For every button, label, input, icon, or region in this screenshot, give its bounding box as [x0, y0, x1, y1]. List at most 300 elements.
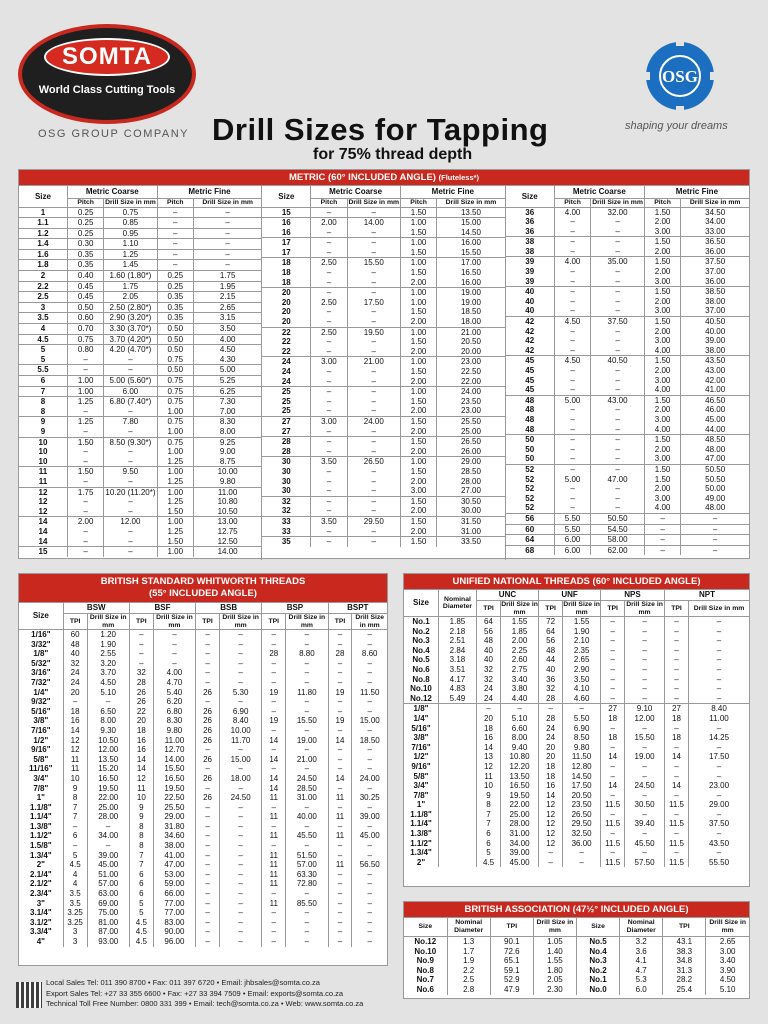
size-cell: 14	[19, 517, 67, 527]
value-cell: 28.50	[286, 784, 328, 794]
value-cell: 54.50	[591, 524, 645, 535]
drill-size-header: Drill Size in mm	[681, 199, 749, 208]
value-cell: –	[625, 617, 665, 627]
value-cell: 34.50	[705, 207, 726, 217]
table-row	[506, 287, 749, 297]
metric-title: METRIC (60° INCLUDED ANGLE) (Fluteless*)	[19, 170, 749, 186]
value-cell: –	[220, 831, 262, 841]
value-cell: 9	[63, 784, 87, 794]
value-cell: 22.50	[460, 367, 481, 376]
value-cell: 11	[328, 860, 352, 870]
value-cell: –	[311, 427, 347, 437]
value-cell: –	[625, 791, 665, 801]
value-cell: 2.00	[400, 278, 436, 288]
local-sales-text: Tel: 011 390 8700 • Fax: 011 397 6720 • Email: jhbsales@somta.co.za	[86, 978, 320, 987]
size-cell: 28	[262, 447, 310, 457]
value-cell: 11	[129, 784, 153, 794]
value-cell: 3.50	[563, 675, 601, 685]
table-row	[262, 268, 504, 278]
value-cell: 6.00	[554, 545, 590, 555]
value-cell: 63.30	[286, 870, 328, 880]
table-row	[404, 791, 749, 801]
value-cell: 1.25	[157, 477, 193, 487]
size-cell: 45	[506, 385, 555, 395]
value-cell: –	[591, 327, 645, 337]
value-cell: 12	[129, 774, 153, 784]
value-cell: 8.80	[286, 649, 328, 659]
value-cell: 3.00	[311, 416, 347, 426]
value-cell: –	[104, 507, 157, 517]
value-cell: 11	[262, 851, 286, 861]
table-row	[262, 477, 504, 487]
table-row	[506, 503, 749, 513]
value-cell: 32.00	[591, 207, 645, 217]
table-row	[262, 207, 504, 218]
value-cell: –	[67, 355, 103, 365]
size-cell: 25	[262, 387, 310, 397]
size-header: Size	[19, 186, 67, 207]
value-cell: 4.60	[563, 694, 601, 704]
value-cell: –	[196, 659, 220, 669]
value-cell: –	[681, 535, 749, 546]
value-cell: 39.00	[87, 851, 129, 861]
size-cell: No.10	[404, 947, 447, 957]
table-row	[262, 238, 504, 248]
value-cell: 34.8	[663, 956, 706, 966]
value-cell: 3.5	[63, 889, 87, 899]
value-cell: –	[286, 803, 328, 813]
table-row	[19, 281, 261, 292]
value-cell: 48	[539, 646, 563, 656]
size-cell: 4.5	[19, 334, 67, 345]
value-cell	[439, 733, 477, 743]
drill-size-header: Drill Size in mm	[437, 199, 505, 208]
table-row	[262, 258, 504, 268]
value-cell: –	[554, 425, 590, 435]
value-cell: 4.50	[554, 317, 590, 327]
table-row	[262, 457, 504, 467]
value-cell: 34.00	[501, 839, 539, 849]
pitch-header: Pitch	[400, 199, 436, 208]
value-cell: 31.00	[501, 829, 539, 839]
value-cell: 12.00	[625, 714, 665, 724]
value-cell: 75.00	[87, 908, 129, 918]
value-cell	[439, 752, 477, 762]
table-row	[262, 496, 504, 506]
size-cell: No.1	[577, 975, 620, 985]
value-cell: –	[311, 228, 347, 238]
value-cell: 11	[262, 812, 286, 822]
osg-logo-text: OSG	[662, 67, 698, 86]
table-row	[404, 839, 749, 849]
value-cell: 9	[476, 791, 500, 801]
value-cell: 7	[129, 860, 153, 870]
value-cell: 26	[196, 793, 220, 803]
value-cell: 32	[476, 665, 500, 675]
size-cell: 3/32"	[19, 640, 63, 650]
value-cell: –	[625, 743, 665, 753]
value-cell: 50.00	[705, 484, 726, 494]
size-cell: 52	[506, 494, 555, 504]
table-row	[506, 257, 749, 267]
value-cell: –	[664, 684, 688, 694]
size-cell: 39	[506, 257, 555, 267]
table-row	[506, 454, 749, 464]
value-cell: 11.5	[664, 819, 688, 829]
value-cell: –	[67, 427, 103, 437]
value-cell: –	[286, 640, 328, 650]
value-cell: 1.75	[104, 281, 157, 292]
size-cell: 33	[262, 516, 310, 526]
somta-logo	[18, 24, 196, 124]
table-row	[19, 260, 261, 271]
value-cell: 28.2	[663, 975, 706, 985]
value-cell: 1.50	[644, 464, 680, 474]
value-cell: –	[347, 537, 400, 547]
value-cell: 1.00	[157, 447, 193, 457]
value-cell: –	[625, 762, 665, 772]
size-cell: 7/16"	[404, 743, 439, 753]
value-cell: 8	[129, 831, 153, 841]
value-cell: 63.00	[87, 889, 129, 899]
size-cell: 11/16"	[19, 764, 63, 774]
size-header: Size	[19, 603, 63, 630]
size-cell: 5/32"	[19, 659, 63, 669]
value-cell: 1.20	[87, 630, 129, 640]
value-cell: –	[193, 249, 261, 260]
value-cell: –	[196, 841, 220, 851]
value-cell: –	[157, 228, 193, 239]
value-cell: 18	[601, 714, 625, 724]
value-cell: 4.50	[719, 975, 736, 985]
value-cell	[439, 858, 477, 868]
table-row	[506, 277, 749, 287]
table-row	[404, 675, 749, 685]
value-cell: –	[601, 762, 625, 772]
table-row	[506, 464, 749, 474]
size-cell: 60	[506, 524, 555, 535]
value-cell: 45.00	[87, 860, 129, 870]
value-cell: 26	[196, 726, 220, 736]
drill-size-header: Drill Size in mm	[501, 601, 538, 616]
value-cell: –	[262, 697, 286, 707]
value-cell: 3.80	[501, 684, 539, 694]
value-cell: –	[347, 467, 400, 477]
value-cell: 11	[262, 899, 286, 909]
value-cell: 2.00	[644, 217, 680, 227]
table-row	[506, 227, 749, 237]
value-cell: 3.5	[63, 899, 87, 909]
value-cell: –	[664, 724, 688, 734]
value-cell: 10.50	[217, 506, 238, 516]
table-row	[404, 724, 749, 734]
value-cell: 38.00	[705, 345, 726, 355]
value-cell: –	[286, 659, 328, 669]
value-cell: 1.00	[400, 258, 436, 268]
value-cell: 14	[539, 791, 563, 801]
table-row	[506, 366, 749, 376]
value-cell: 9.40	[501, 743, 539, 753]
value-cell: 3.30 (3.70*)	[104, 324, 157, 335]
table-row	[404, 627, 749, 637]
value-cell: –	[262, 640, 286, 650]
value-cell: –	[591, 454, 645, 464]
value-cell: 37.50	[591, 317, 645, 327]
table-row	[404, 800, 749, 810]
value-cell: 1.00	[400, 288, 436, 298]
value-cell: 50.50	[705, 474, 726, 484]
value-cell: 1.9	[447, 956, 490, 966]
value-cell: –	[664, 665, 688, 675]
value-cell: 0.60	[67, 313, 103, 324]
table-row	[404, 956, 749, 966]
value-cell: –	[644, 535, 680, 546]
value-cell: –	[591, 494, 645, 504]
value-cell: –	[554, 366, 590, 376]
value-cell: 8.40	[220, 716, 262, 726]
value-cell: –	[601, 684, 625, 694]
table-row	[19, 860, 387, 870]
value-cell: 19	[262, 716, 286, 726]
value-cell: 43.50	[709, 838, 730, 848]
value-cell: 22	[129, 707, 153, 717]
bsw-panel	[18, 573, 388, 966]
value-cell: 7	[476, 810, 500, 820]
value-cell: 4	[63, 870, 87, 880]
table-row	[506, 445, 749, 455]
bsw-title: BRITISH STANDARD WHITWORTH THREADS (55° INCLUDED ANGLE)	[19, 574, 387, 603]
value-cell: 0.80	[67, 345, 103, 355]
value-cell: –	[664, 848, 688, 858]
value-cell: –	[554, 405, 590, 415]
value-cell: –	[196, 851, 220, 861]
size-cell: 1.1/2"	[19, 831, 63, 841]
value-cell: 28	[539, 714, 563, 724]
value-cell: –	[286, 630, 328, 640]
value-cell: 15.00	[220, 755, 262, 765]
value-cell: –	[716, 723, 722, 733]
table-row	[19, 927, 387, 937]
value-cell: –	[196, 803, 220, 813]
value-cell: 1.50	[644, 287, 680, 297]
value-cell: 24	[63, 668, 87, 678]
value-cell: 1.00	[157, 427, 193, 437]
tpi-header: TPI	[63, 614, 87, 630]
value-cell: 20.00	[460, 346, 481, 356]
value-cell: –	[601, 829, 625, 839]
value-cell: –	[220, 879, 262, 889]
value-cell: 23.00	[709, 781, 730, 791]
size-cell: 28	[262, 437, 310, 447]
value-cell: 7	[63, 803, 87, 813]
value-cell: –	[220, 860, 262, 870]
value-cell: 0.50	[67, 302, 103, 313]
table-row	[19, 537, 261, 547]
value-cell: –	[625, 724, 665, 734]
value-cell: –	[104, 427, 157, 437]
size-cell: 52	[506, 484, 555, 494]
size-cell: 40	[506, 297, 555, 307]
value-cell: 1.50	[157, 537, 193, 547]
table-row	[19, 365, 261, 376]
value-cell: 12	[476, 762, 500, 772]
value-cell: –	[157, 249, 193, 260]
value-cell: –	[347, 377, 400, 387]
value-cell: 2.00	[400, 527, 436, 537]
value-cell: –	[563, 704, 601, 714]
value-cell: 13.50	[460, 207, 481, 217]
value-cell: 50.50	[681, 464, 749, 474]
value-cell: 16.50	[87, 774, 129, 784]
value-cell: –	[67, 527, 103, 537]
value-cell: 1.50	[644, 435, 680, 445]
value-cell: 28	[262, 649, 286, 659]
value-cell: –	[367, 850, 372, 860]
size-cell: 1.1/2"	[404, 839, 439, 849]
value-cell: –	[286, 668, 328, 678]
table-row	[262, 486, 504, 496]
value-cell: –	[601, 694, 625, 704]
value-cell: 53.00	[153, 870, 195, 880]
value-cell: –	[367, 677, 372, 687]
ba-header: Drill Size in mm	[706, 918, 749, 937]
value-cell: 58.00	[591, 535, 645, 546]
value-cell: 1.50	[644, 207, 680, 217]
value-cell: –	[625, 848, 665, 858]
value-cell: –	[347, 427, 400, 437]
table-row	[404, 985, 749, 995]
table-row	[19, 527, 261, 537]
value-cell: 9.25	[193, 437, 261, 447]
value-cell: –	[554, 376, 590, 386]
value-cell: 9.50	[104, 467, 157, 477]
value-cell: 2.84	[439, 646, 477, 656]
value-cell: 18	[664, 714, 688, 724]
value-cell: 25.00	[501, 810, 539, 820]
value-cell: –	[328, 937, 352, 947]
table-row	[19, 668, 387, 678]
value-cell: 1.50	[644, 317, 680, 327]
value-cell: –	[286, 678, 328, 688]
value-cell: –	[328, 726, 352, 736]
value-cell: –	[328, 851, 352, 861]
size-cell: 7/32"	[19, 678, 63, 688]
value-cell: 66.00	[153, 889, 195, 899]
value-cell: 25.50	[437, 416, 505, 426]
value-cell: 17.00	[437, 258, 505, 268]
table-row	[19, 457, 261, 467]
value-cell: –	[591, 297, 645, 307]
value-cell: 26	[196, 716, 220, 726]
value-cell: 24.00	[437, 387, 505, 397]
value-cell: 2.65	[719, 937, 736, 946]
table-row	[404, 733, 749, 743]
table-row	[404, 819, 749, 829]
value-cell: 0.50	[157, 345, 193, 355]
value-cell: 11	[63, 755, 87, 765]
value-cell: –	[539, 704, 563, 714]
value-cell: 4.5	[63, 860, 87, 870]
value-cell: 4.00	[644, 346, 680, 356]
value-cell: 29.50	[347, 516, 400, 526]
size-cell: 20	[262, 317, 310, 327]
value-cell: –	[347, 307, 400, 317]
group-header-bsb: BSB	[196, 603, 262, 614]
value-cell: 5.10	[501, 714, 539, 724]
value-cell: –	[220, 784, 262, 794]
value-cell: 1.75	[193, 271, 261, 282]
value-cell	[439, 772, 477, 782]
size-cell: 3/16"	[19, 668, 63, 678]
value-cell: –	[591, 503, 645, 513]
value-cell: 46.00	[705, 405, 726, 415]
value-cell: 4.17	[439, 675, 477, 685]
value-cell: 1.50	[644, 237, 680, 247]
value-cell: –	[262, 668, 286, 678]
table-row	[19, 397, 261, 407]
size-header: Size	[404, 590, 439, 617]
value-cell: –	[347, 406, 400, 416]
size-cell: 20	[262, 298, 310, 308]
metric-col-2	[262, 186, 505, 560]
size-header: Size	[506, 186, 555, 207]
value-cell: 60	[63, 630, 87, 640]
value-cell: 26	[196, 688, 220, 698]
value-cell: –	[63, 822, 87, 832]
ba-header: Drill Size in mm	[533, 918, 576, 937]
value-cell: 4.00	[554, 257, 590, 267]
value-cell: 21.00	[437, 327, 505, 337]
value-cell: 62.00	[591, 545, 645, 555]
value-cell: 20	[539, 752, 563, 762]
size-cell: 3	[19, 302, 67, 313]
value-cell: 31.00	[286, 793, 328, 803]
size-cell: 16	[262, 228, 310, 238]
value-cell: –	[328, 764, 352, 774]
table-row	[19, 630, 387, 640]
value-cell: 1.50	[400, 496, 436, 506]
table-row	[262, 467, 504, 477]
value-cell: 11.5	[601, 839, 625, 849]
size-cell: No.8	[404, 675, 439, 685]
drill-size-header: Drill Size in mm	[592, 199, 643, 206]
value-cell: 83.00	[153, 918, 195, 928]
value-cell: 3.50	[311, 516, 347, 526]
value-cell: 19.50	[347, 327, 400, 337]
table-row	[262, 527, 504, 537]
value-cell: –	[367, 802, 372, 812]
drill-size-header: Drill Size in mm	[563, 601, 600, 616]
value-cell: 55.50	[709, 857, 730, 867]
table-row	[262, 447, 504, 457]
size-cell: 48	[506, 395, 555, 405]
value-cell: –	[286, 841, 328, 851]
value-cell: 11	[262, 831, 286, 841]
value-cell: –	[196, 908, 220, 918]
size-cell: 45	[506, 356, 555, 366]
value-cell: 44	[539, 655, 563, 665]
value-cell: –	[196, 745, 220, 755]
local-sales-label: Local Sales	[46, 978, 85, 987]
size-cell: 30	[262, 477, 310, 487]
value-cell: 36	[539, 675, 563, 685]
value-cell: 2.90 (3.20*)	[104, 313, 157, 324]
size-cell: 15	[262, 207, 310, 218]
value-cell: 4.5	[476, 858, 500, 868]
value-cell: –	[664, 617, 688, 627]
value-cell: 77.00	[153, 908, 195, 918]
value-cell: 2.00	[400, 427, 436, 437]
